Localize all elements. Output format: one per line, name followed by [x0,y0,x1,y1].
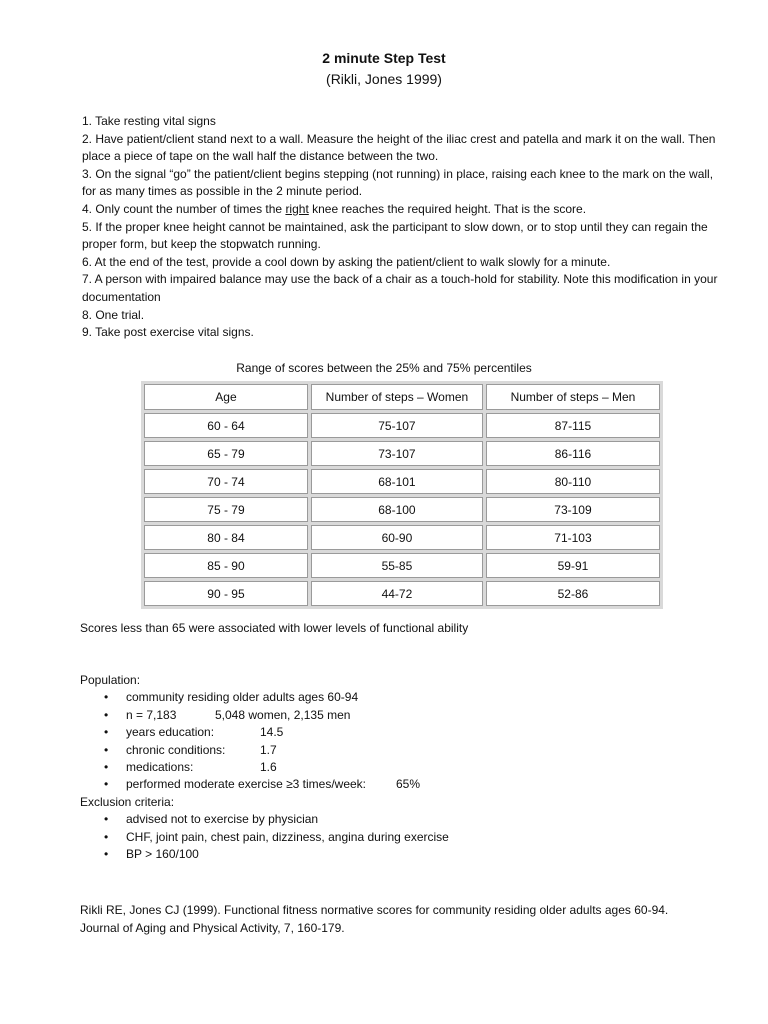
table-row [144,469,660,494]
column-header-men: Number of steps – Men [486,384,660,410]
cell-women: 60-90 [311,525,483,550]
step-text: 8. One trial. [82,307,145,322]
table-header-row [144,384,660,410]
item-label: BP > 160/100 [126,847,199,862]
item-value: 5,048 women, 2,135 men [215,707,351,722]
cell-women: 68-101 [311,469,483,494]
item-value: 1.7 [260,742,277,757]
bullet-icon: • [104,725,109,740]
reference-line: Journal of Aging and Physical Activity, 7, 160-179. [80,920,345,935]
reference-line: Rikli RE, Jones CJ (1999). Functional fitness normative scores for community residing older adults ages 60-94. [80,903,669,917]
step-text: 5. If the proper knee height cannot be maintained, ask the participant to slow down, or to stop until they can regain the proper form, but keep the stopwatch running. [82,219,708,252]
cell-men: 59-91 [486,553,660,578]
step-text: 3. On the signal “go” the patient/client begins stepping (not running) in place, raising each knee to the mark on the wall, for as many times as possible in the 2 minute period. [82,166,714,199]
table-row [144,441,660,466]
population-list [80,689,449,793]
bullet-icon: • [104,829,109,844]
bullet-icon: • [104,847,109,862]
instruction-step [82,271,722,306]
table-row [144,497,660,522]
step-text: 4. Only count the number of times the [82,201,286,216]
step-text: 1. Take resting vital signs [82,114,216,128]
reference-citation [80,902,720,937]
column-header-women: Number of steps – Women [311,384,483,410]
list-item [80,829,449,846]
table-row [144,553,660,578]
cell-women: 75-107 [311,413,483,438]
bullet-icon: • [104,707,109,722]
cell-age: 70 - 74 [144,469,308,494]
list-item [80,707,449,724]
cell-age: 90 - 95 [144,581,308,606]
cell-men: 86-116 [486,441,660,466]
page-subtitle: (Rikli, Jones 1999) [326,71,442,87]
cell-age: 85 - 90 [144,553,308,578]
item-value: 14.5 [260,725,284,740]
instruction-step [82,113,722,131]
item-value: 65% [396,777,421,792]
population-heading: Population: [80,673,141,687]
table-row [144,413,660,438]
population-section [80,672,449,863]
cell-men: 73-109 [486,497,660,522]
instruction-list [82,113,722,342]
underlined-word: right [285,201,309,216]
table-row [144,525,660,550]
item-label: years education: [126,725,215,740]
scores-note: Scores less than 65 were associated with lower levels of functional ability [80,621,469,635]
cell-men: 52-86 [486,581,660,606]
cell-men: 71-103 [486,525,660,550]
step-text: 6. At the end of the test, provide a cool down by asking the patient/client to walk slowly for a minute. [82,254,611,269]
bullet-icon: • [104,760,109,775]
item-label: CHF, joint pain, chest pain, dizziness, angina during exercise [126,829,449,844]
item-label: performed moderate exercise ≥3 times/week: [126,777,367,792]
step-text: 2. Have patient/client stand next to a wall. Measure the height of the iliac crest and patella and mark it on the wall. Then place a piece of tape on the wall half the distance between the two. [82,131,716,164]
step-text: 7. A person with impaired balance may use the back of a chair as a touch-hold for stability. Note this modification in your documentation [82,272,718,304]
exclusion-heading: Exclusion criteria: [80,794,175,809]
page-title: 2 minute Step Test [322,50,446,66]
table-caption: Range of scores between the 25% and 75% percentiles [236,361,532,375]
instruction-step [82,307,722,325]
list-item [80,724,449,741]
column-header-age: Age [144,384,308,410]
bullet-icon: • [104,742,109,757]
instruction-step [82,324,722,342]
instruction-step [82,131,722,166]
list-item [80,776,449,793]
instruction-step [82,201,722,219]
cell-age: 60 - 64 [144,413,308,438]
list-item [80,689,449,706]
cell-age: 65 - 79 [144,441,308,466]
step-text: 9. Take post exercise vital signs. [82,325,254,340]
scores-table [141,381,663,609]
cell-age: 80 - 84 [144,525,308,550]
cell-women: 73-107 [311,441,483,466]
instruction-step [82,219,722,254]
instruction-step [82,166,722,201]
item-value: 1.6 [260,760,277,775]
bullet-icon: • [104,777,109,792]
cell-men: 80-110 [486,469,660,494]
item-label: advised not to exercise by physician [126,812,319,827]
bullet-icon: • [104,690,109,705]
exclusion-list [80,811,449,863]
list-item [80,759,449,776]
cell-age: 75 - 79 [144,497,308,522]
table-row [144,581,660,606]
cell-women: 55-85 [311,553,483,578]
list-item [80,742,449,759]
cell-women: 44-72 [311,581,483,606]
item-label: community residing older adults ages 60-94 [126,690,359,705]
item-label: medications: [126,760,194,775]
item-label: chronic conditions: [126,742,226,757]
bullet-icon: • [104,812,109,827]
list-item [80,811,449,828]
step-text: knee reaches the required height. That is the score. [308,201,587,216]
cell-men: 87-115 [486,413,660,438]
list-item [80,846,449,863]
instruction-step [82,254,722,272]
item-label: n = 7,183 [126,707,177,722]
cell-women: 68-100 [311,497,483,522]
